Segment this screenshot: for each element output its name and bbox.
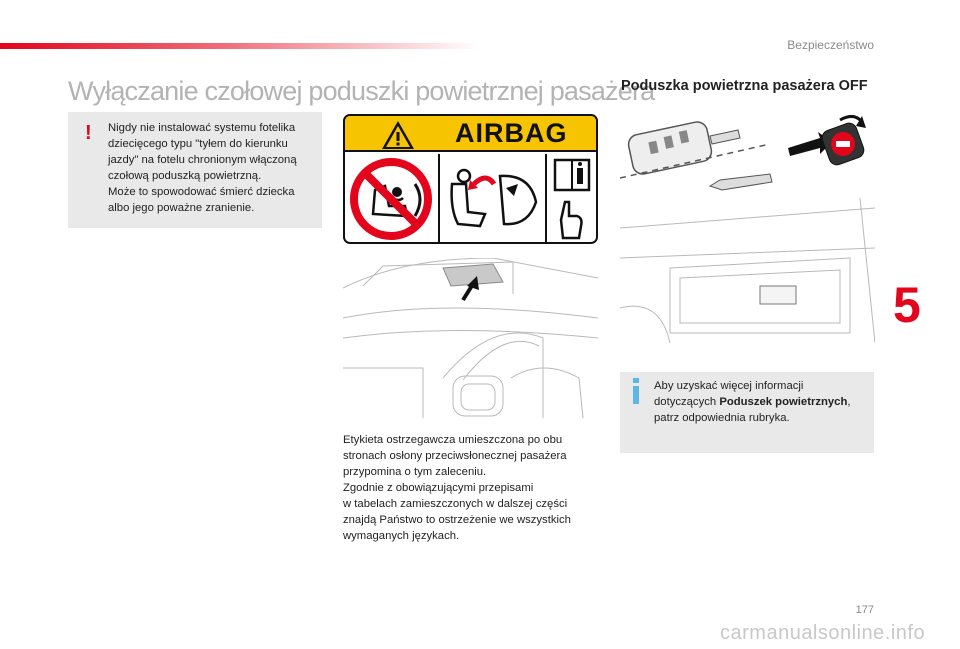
caption-line: przypomina o tym zaleceniu. — [343, 466, 487, 478]
header-accent-bar — [0, 43, 480, 49]
info-icon — [631, 378, 641, 404]
caption-line: w tabelach zamieszczonych w dalszej części — [343, 498, 568, 510]
seat-airbag-deploy-icon — [440, 154, 547, 244]
warning-line: Nigdy nie instalować systemu fotelika — [108, 122, 296, 134]
key-blade-icon — [710, 174, 772, 190]
page-title: Wyłączanie czołowej poduszki powietrznej pasażera — [68, 76, 655, 106]
info-reference-bold: Poduszek powietrznych — [719, 396, 848, 408]
chapter-number: 5 — [893, 277, 921, 333]
warning-line: jazdy" na fotelu chronionym włączoną — [108, 154, 297, 166]
caption-line: Zgodnie z obowiązującymi przepisami — [343, 482, 534, 494]
info-line: Aby uzyskać więcej informacji — [654, 380, 804, 392]
info-text — [654, 378, 868, 426]
no-rear-facing-seat-icon — [345, 154, 440, 244]
glovebox-switch-icon — [760, 286, 796, 304]
warning-line: albo jego poważne zranienie. — [108, 202, 255, 214]
warning-triangle-icon — [381, 120, 415, 150]
read-manual-icon — [547, 154, 598, 244]
airbag-word: AIRBAG — [455, 118, 568, 148]
info-line-suffix: , — [847, 396, 851, 408]
airbag-warning-label — [343, 114, 598, 244]
airbag-key-switch-illustration — [620, 108, 875, 343]
info-box — [620, 372, 874, 453]
sun-visor-illustration — [343, 258, 598, 418]
caption-line: stronach osłony przeciwsłonecznej pasażera — [343, 450, 567, 462]
caption-line: wymaganych językach. — [343, 530, 460, 542]
warning-line: dziecięcego typu "tyłem do kierunku — [108, 138, 288, 150]
watermark: carmanualsonline.info — [720, 622, 926, 644]
section-name: Bezpieczeństwo — [787, 38, 874, 52]
page-number: 177 — [855, 604, 874, 616]
caption-line: znajdą Państwo to ostrzeżenie we wszystkich — [343, 514, 571, 526]
subsection-title: Poduszka powietrzna pasażera OFF — [621, 78, 868, 94]
warning-exclamation-icon: ! — [85, 122, 92, 144]
warning-text — [108, 120, 318, 216]
warning-line: czołową poduszką powietrzną. — [108, 170, 262, 182]
info-line-prefix: dotyczących — [654, 396, 720, 408]
airbag-label-header — [345, 116, 596, 152]
info-line — [654, 394, 868, 410]
label-caption — [343, 432, 601, 544]
info-line: patrz odpowiednia rubryka. — [654, 412, 790, 424]
warning-line: Może to spowodować śmierć dziecka — [108, 186, 295, 198]
caption-line: Etykieta ostrzegawcza umieszczona po obu — [343, 434, 563, 446]
warning-box — [68, 112, 322, 228]
